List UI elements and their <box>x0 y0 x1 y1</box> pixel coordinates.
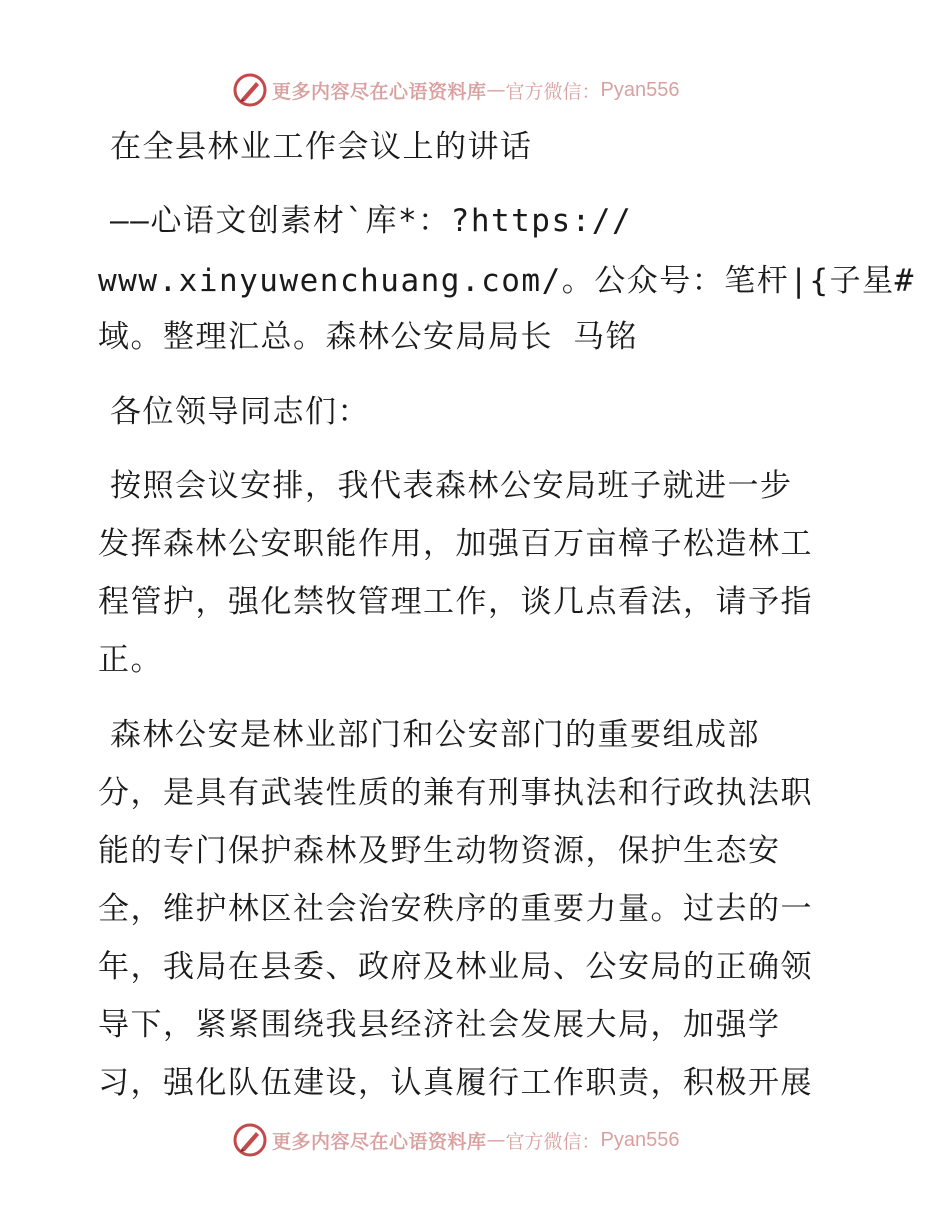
paragraph-2-line: 能的专门保护森林及野生动物资源，保护生态安 <box>98 833 781 869</box>
paragraph-2-line: 分，是具有武装性质的兼有刑事执法和行政执法职 <box>98 775 813 811</box>
salutation: 各位领导同志们： <box>110 394 370 430</box>
pen-circle-logo-icon <box>232 72 268 108</box>
watermark-wechat-id: Pyan556 <box>600 1128 680 1151</box>
watermark-wechat-label: 官方微信： <box>505 1130 601 1153</box>
watermark-wechat-id: Pyan556 <box>600 78 680 101</box>
watermark-dash: — <box>486 79 506 101</box>
paragraph-2-line: 全，维护林区社会治安秩序的重要力量。过去的一 <box>98 891 813 927</box>
watermark-banner-top <box>232 72 680 108</box>
watermark-banner-bottom <box>232 1122 680 1158</box>
watermark-main-text: 更多内容尽在心语资料库 <box>272 80 487 103</box>
paragraph-2-line: 导下，紧紧围绕我县经济社会发展大局，加强学 <box>98 1007 781 1043</box>
paragraph-2-line: 习，强化队伍建设，认真履行工作职责，积极开展 <box>98 1065 813 1101</box>
source-line-1: ——心语文创素材`库*：?https:// <box>110 203 633 239</box>
paragraph-1-line: 程管护，强化禁牧管理工作，谈几点看法，请予指 <box>98 584 813 620</box>
pen-circle-logo-icon <box>232 1122 268 1158</box>
paragraph-1-line: 发挥森林公安职能作用，加强百万亩樟子松造林工 <box>98 526 813 562</box>
paragraph-2-line: 年，我局在县委、政府及林业局、公安局的正确领 <box>98 949 813 985</box>
source-line-3: 域。整理汇总。森林公安局局长 马铭 <box>98 319 639 355</box>
watermark-main-text: 更多内容尽在心语资料库 <box>272 1130 487 1153</box>
document-title: 在全县林业工作会议上的讲话 <box>110 129 533 165</box>
paragraph-1-line: 按照会议安排，我代表森林公安局班子就进一步 <box>110 468 793 504</box>
paragraph-1-line: 正。 <box>98 642 163 678</box>
watermark-wechat-label: 官方微信： <box>505 80 601 103</box>
source-line-2: www.xinyuwenchuang.com/。公众号：笔杆|{子星# <box>98 263 915 299</box>
paragraph-2-line: 森林公安是林业部门和公安部门的重要组成部 <box>110 717 760 753</box>
watermark-dash: — <box>486 1129 506 1151</box>
